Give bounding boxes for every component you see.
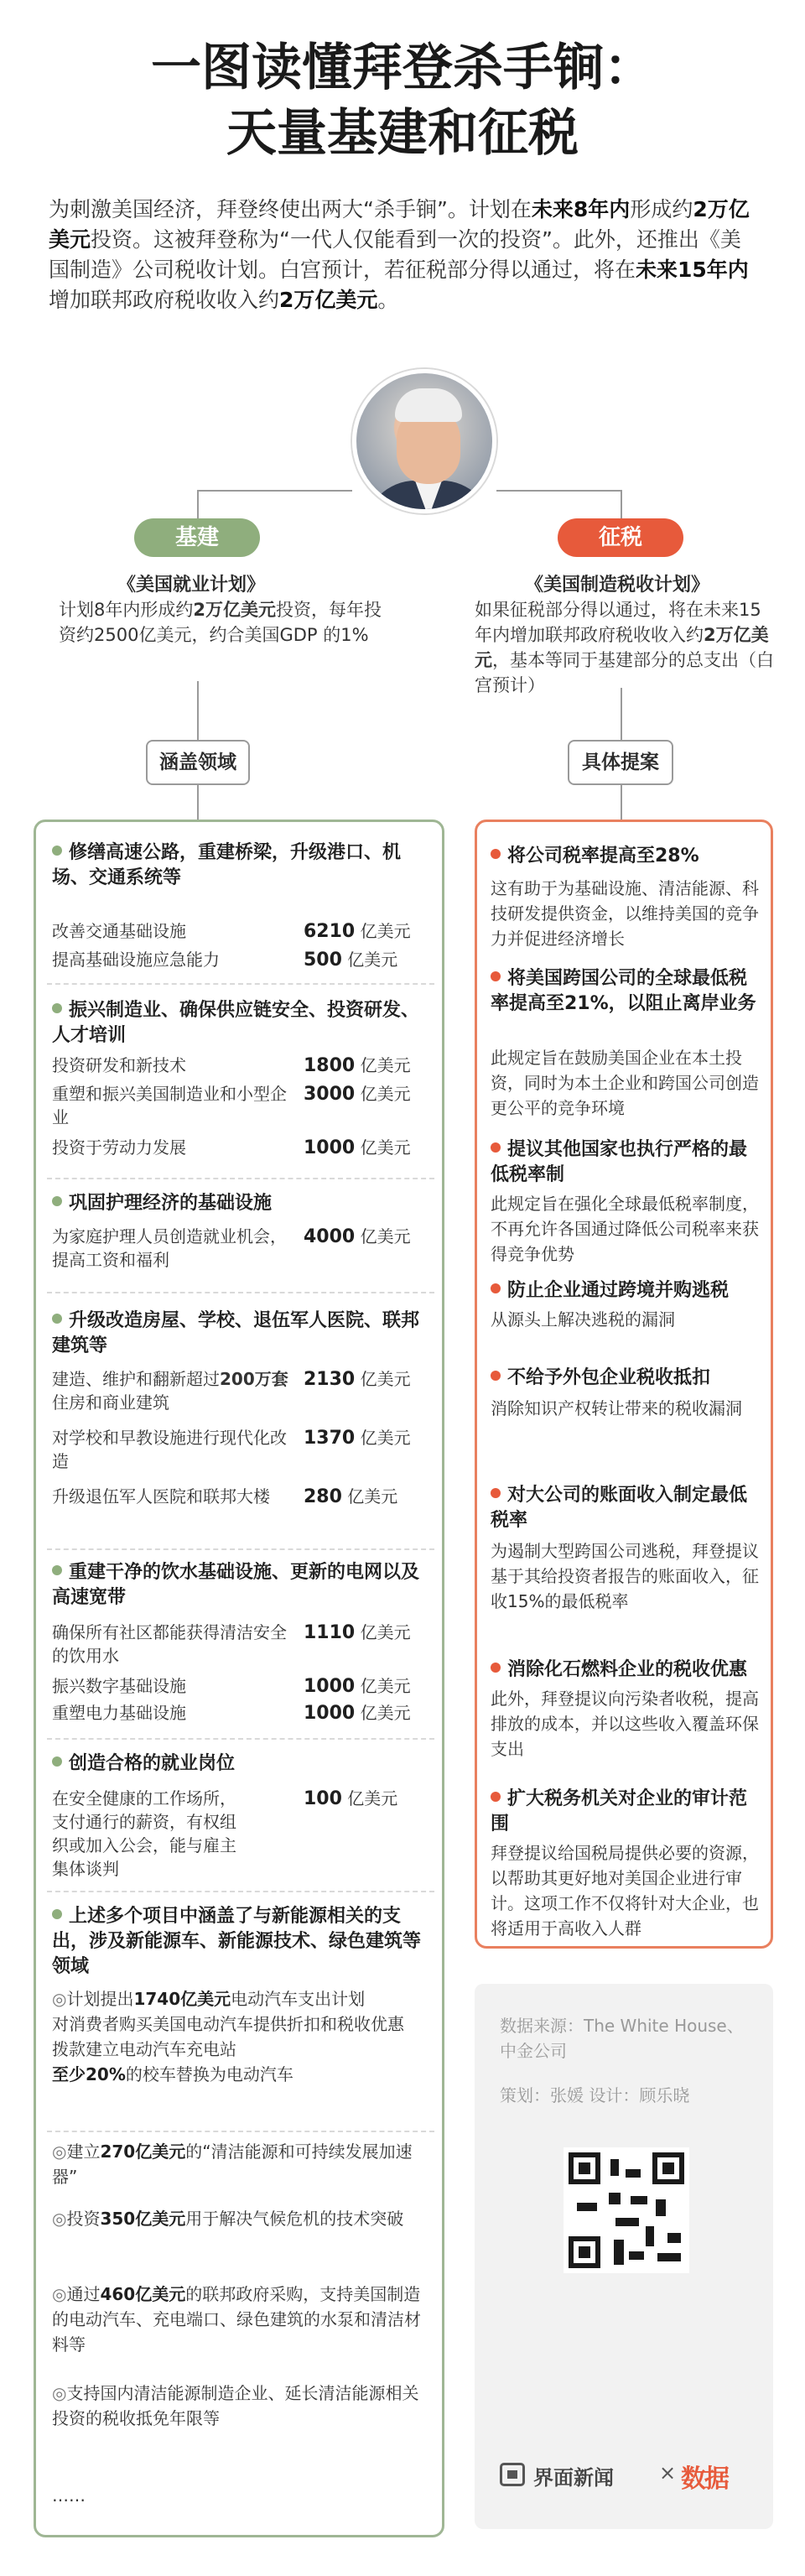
bullet-dot bbox=[491, 971, 501, 981]
row-amount bbox=[304, 1367, 429, 1392]
proposal-heading-text: 消除化石燃料企业的税收优惠 bbox=[507, 1659, 748, 1680]
tax-plan-title: 《美国制造税收计划》 bbox=[525, 575, 710, 596]
bullet-dot bbox=[52, 1909, 62, 1919]
new-energy-item-3 bbox=[52, 2206, 421, 2231]
amount-number: 1000 bbox=[304, 1137, 356, 1158]
tax-proposal-8-text: 拜登提议给国税局提供必要的资源，以帮助其更好地对美国企业进行审计。这项工作不仅将针对大企业，也将适用于高收入人群 bbox=[491, 1843, 759, 1939]
tax-proposal-7-heading bbox=[491, 1657, 759, 1683]
tax-proposal-5-heading bbox=[491, 1366, 759, 1391]
item-text: 计划提出 bbox=[66, 1989, 134, 2009]
amount-unit: 亿美元 bbox=[360, 1137, 411, 1158]
item-highlight: 至少20% bbox=[52, 2064, 126, 2084]
ellipsis: …… bbox=[52, 2485, 86, 2506]
proposal-heading-text: 对大公司的账面收入制定最低税率 bbox=[491, 1485, 748, 1531]
portrait-avatar bbox=[352, 369, 496, 513]
row-label: 重塑电力基础设施 bbox=[52, 1703, 186, 1723]
amount-unit: 亿美元 bbox=[360, 1084, 411, 1104]
row-amount bbox=[304, 1621, 429, 1645]
section-heading-text: 振兴制造业、确保供应链安全、投资研发、人才培训 bbox=[52, 1000, 420, 1046]
item-text: 拨款建立电动汽车充电站 bbox=[52, 2039, 236, 2059]
bullet-dot bbox=[491, 1283, 501, 1293]
row-label bbox=[52, 1367, 295, 1414]
item-text: 对消费者购买美国电动汽车提供折扣和税收优惠 bbox=[52, 2014, 404, 2034]
bullet-dot bbox=[491, 1371, 501, 1381]
intro-highlight: 未来15年内 bbox=[636, 258, 749, 282]
brand-bar bbox=[500, 2458, 760, 2494]
row-label: 为家庭护理人员创造就业机会，提高工资和福利 bbox=[52, 1226, 287, 1270]
section-heading-text: 巩固护理经济的基础设施 bbox=[69, 1193, 273, 1214]
row-amount bbox=[304, 919, 429, 944]
bullet-dot bbox=[52, 1756, 62, 1767]
tax-proposal-6-text: 为遏制大型跨国公司逃税，拜登提议基于其给投资者报告的账面收入，征收15%的最低税率 bbox=[491, 1541, 759, 1611]
item-highlight: 270亿美元 bbox=[100, 2141, 186, 2162]
tax-proposal-8-heading bbox=[491, 1787, 759, 1837]
collab-separator: × bbox=[659, 2461, 677, 2485]
amount-unit: 亿美元 bbox=[360, 1369, 411, 1389]
tax-proposal-3-text: 此规定旨在强化全球最低税率制度，不再允许各国通过降低公司税率来获得竞争优势 bbox=[491, 1194, 759, 1264]
new-energy-item-2 bbox=[52, 2139, 421, 2189]
connector-right-h bbox=[496, 490, 621, 492]
section-divider bbox=[47, 1548, 434, 1550]
jiemian-logo-icon bbox=[500, 2463, 525, 2486]
infra-section-7-heading bbox=[52, 1904, 428, 1980]
bullet-dot bbox=[491, 1488, 501, 1498]
amount-number: 3000 bbox=[304, 1084, 356, 1105]
ring-bullet: ◎ bbox=[52, 1989, 67, 2009]
row-label: 升级退伍军人医院和联邦大楼 bbox=[52, 1486, 270, 1507]
row-amount bbox=[304, 1674, 429, 1699]
infra-section-4-heading bbox=[52, 1309, 428, 1359]
amount-number: 4000 bbox=[304, 1226, 356, 1247]
tax-proposal-1-text: 这有助于为基础设施、清洁能源、科技研发提供资金，以维持美国的竞争力并促进经济增长 bbox=[491, 878, 759, 949]
amount-unit: 亿美元 bbox=[347, 1486, 398, 1507]
qr-module bbox=[631, 2196, 647, 2204]
section-heading-text: 修缮高速公路，重建桥梁，升级港口、机场、交通系统等 bbox=[52, 842, 402, 888]
proposal-heading-text: 将美国跨国公司的全球最低税率提高至21%，以阻止离岸业务 bbox=[491, 968, 756, 1014]
infra-section-2-heading bbox=[52, 998, 428, 1049]
proposal-heading-text: 提议其他国家也执行严格的最低税率制 bbox=[491, 1139, 748, 1185]
item-text: 的联邦政府采购，支持美国制造的电动汽车、充电端口、绿色建筑的水泵和清洁材料等 bbox=[52, 2284, 421, 2355]
row-label: 提高基础设施应急能力 bbox=[52, 950, 220, 970]
infrastructure-pill: 基建 bbox=[134, 518, 260, 557]
intro-text: 为刺激美国经济，拜登终使出两大“杀手锏”。计划在 bbox=[49, 197, 532, 221]
bullet-dot bbox=[52, 1314, 62, 1324]
ring-bullet: ◎ bbox=[52, 2209, 67, 2229]
proposal-heading-text: 扩大税务机关对企业的审计范围 bbox=[491, 1788, 748, 1834]
qr-module bbox=[656, 2199, 666, 2216]
qr-module bbox=[614, 2240, 624, 2265]
item-highlight: 1740亿美元 bbox=[133, 1989, 231, 2009]
tax-proposal-2-heading bbox=[491, 966, 759, 1017]
tax-pill: 征税 bbox=[558, 518, 683, 557]
section-divider bbox=[47, 1891, 434, 1892]
row-label-text: 住房和商业建筑 bbox=[52, 1392, 169, 1413]
qr-module bbox=[646, 2226, 654, 2246]
tax-proposal-5-text: 消除知识产权转让带来的税收漏洞 bbox=[491, 1398, 742, 1418]
row-amount bbox=[304, 1225, 429, 1249]
row-amount bbox=[304, 1136, 429, 1160]
amount-unit: 亿美元 bbox=[360, 1622, 411, 1642]
amount-unit: 亿美元 bbox=[360, 921, 411, 941]
row-label: 振兴数字基础设施 bbox=[52, 1676, 186, 1696]
desc-highlight: 2万亿美元 bbox=[193, 600, 276, 620]
tax-proposal-6-heading bbox=[491, 1483, 759, 1533]
new-energy-item-1 bbox=[52, 1986, 421, 2087]
desc-text: 投资，每年投资约2500亿美元，约合美国GDP 的1% bbox=[59, 600, 382, 645]
desc-text: ，基本等同于基建部分的总支出（白宫预计） bbox=[475, 650, 774, 695]
amount-unit: 亿美元 bbox=[360, 1226, 411, 1246]
row-amount bbox=[304, 1485, 429, 1509]
row-label: 投资研发和新技术 bbox=[52, 1055, 186, 1075]
tax-proposal-4-heading bbox=[491, 1278, 759, 1304]
specific-proposals-box: 具体提案 bbox=[568, 740, 673, 785]
bullet-dot bbox=[491, 1663, 501, 1673]
item-text: 电动汽车支出计划 bbox=[231, 1989, 366, 2009]
intro-text: 形成约 bbox=[630, 197, 693, 221]
row-amount bbox=[304, 1701, 429, 1725]
tax-proposal-2-text: 此规定旨在鼓励美国企业在本土投资，同时为本土企业和跨国公司创造更公平的竞争环境 bbox=[491, 1048, 759, 1118]
item-text: 的校车替换为电动汽车 bbox=[125, 2064, 293, 2084]
qr-module bbox=[626, 2169, 641, 2178]
data-source: 数据来源：The White House、中金公司 bbox=[500, 2016, 744, 2061]
bullet-dot bbox=[52, 1003, 62, 1013]
amount-unit: 亿美元 bbox=[360, 1428, 411, 1448]
intro-highlight: 未来8年内 bbox=[531, 197, 631, 221]
connector-left-panel bbox=[197, 785, 199, 820]
section-divider bbox=[47, 2131, 434, 2132]
intro-highlight: 2万亿美元 bbox=[49, 197, 750, 252]
qr-module bbox=[579, 2246, 590, 2258]
infra-section-5-heading bbox=[52, 1560, 428, 1611]
item-highlight: 350亿美元 bbox=[100, 2209, 186, 2229]
title-line-2: 天量基建和征税 bbox=[226, 104, 579, 163]
bullet-dot bbox=[52, 846, 62, 856]
desc-highlight: 2万亿美元 bbox=[475, 625, 769, 670]
amount-number: 1110 bbox=[304, 1622, 356, 1643]
amount-number: 1800 bbox=[304, 1055, 356, 1076]
coverage-areas-box: 涵盖领域 bbox=[146, 740, 250, 785]
amount-unit: 亿美元 bbox=[347, 1788, 398, 1808]
jobs-plan-title: 《美国就业计划》 bbox=[117, 575, 266, 596]
row-label: 改善交通基础设施 bbox=[52, 921, 186, 941]
item-text: 投资 bbox=[66, 2209, 101, 2229]
qr-module bbox=[667, 2233, 681, 2243]
row-label-text: 建造、维护和翻新超过 bbox=[52, 1369, 220, 1389]
section-divider bbox=[47, 983, 434, 985]
row-label-highlight: 200万套 bbox=[220, 1369, 288, 1389]
item-text: 支持国内清洁能源制造企业、延长清洁能源相关投资的税收抵免年限等 bbox=[52, 2383, 419, 2428]
page-title bbox=[0, 35, 805, 166]
row-amount bbox=[304, 948, 429, 972]
credits: 策划：张媛 设计：顾乐晓 bbox=[500, 2085, 690, 2105]
section-heading-text: 升级改造房屋、学校、退伍军人医院、联邦建筑等 bbox=[52, 1310, 420, 1356]
qr-code bbox=[564, 2147, 689, 2273]
section-heading-text: 重建干净的饮水基础设施、更新的电网以及高速宽带 bbox=[52, 1562, 420, 1608]
jobs-plan-description bbox=[59, 597, 394, 648]
bullet-dot bbox=[491, 1142, 501, 1153]
qr-module bbox=[579, 2162, 590, 2174]
brand-name: 界面新闻 bbox=[533, 2466, 614, 2490]
item-text: 的“清洁能源和可持续发展加速器” bbox=[52, 2141, 413, 2187]
intro-text: 。 bbox=[377, 288, 399, 312]
item-text: 用于解决气候危机的技术突破 bbox=[185, 2209, 404, 2229]
amount-unit: 亿美元 bbox=[360, 1676, 411, 1696]
intro-paragraph bbox=[49, 195, 761, 315]
row-label: 投资于劳动力发展 bbox=[52, 1137, 186, 1158]
desc-text: 如果征税部分得以通过，将在未来15年内增加联邦政府税收收入约 bbox=[475, 600, 761, 645]
amount-number: 1000 bbox=[304, 1703, 356, 1724]
proposal-heading-text: 防止企业通过跨境并购逃税 bbox=[507, 1280, 730, 1301]
section-divider bbox=[47, 1178, 434, 1179]
amount-unit: 亿美元 bbox=[347, 950, 398, 970]
infra-section-3-heading bbox=[52, 1191, 428, 1216]
amount-number: 100 bbox=[304, 1788, 342, 1809]
amount-number: 1000 bbox=[304, 1676, 356, 1697]
amount-number: 280 bbox=[304, 1486, 342, 1507]
ring-bullet: ◎ bbox=[52, 2284, 67, 2304]
amount-unit: 亿美元 bbox=[360, 1055, 411, 1075]
row-amount bbox=[304, 1054, 429, 1078]
ring-bullet: ◎ bbox=[52, 2141, 67, 2162]
connector-right-panel bbox=[621, 785, 622, 820]
bullet-dot bbox=[52, 1565, 62, 1575]
row-label: 对学校和早教设施进行现代化改造 bbox=[52, 1428, 287, 1471]
qr-module bbox=[577, 2203, 597, 2211]
section-heading-text: 上述多个项目中涵盖了与新能源相关的支出，涉及新能源车、新能源技术、绿色建筑等领域 bbox=[52, 1906, 422, 1977]
qr-module bbox=[657, 2253, 681, 2261]
amount-number: 6210 bbox=[304, 921, 356, 942]
qr-module bbox=[662, 2162, 674, 2174]
intro-text: 增加联邦政府税收收入约 bbox=[49, 288, 280, 312]
qr-module bbox=[615, 2218, 639, 2226]
connector-left-h bbox=[197, 490, 352, 492]
amount-number: 1370 bbox=[304, 1428, 356, 1449]
row-label: 确保所有社区都能获得清洁安全的饮用水 bbox=[52, 1622, 287, 1666]
connector-left-sub bbox=[197, 681, 199, 740]
proposal-heading-text: 不给予外包企业税收抵扣 bbox=[507, 1367, 711, 1388]
tax-proposal-1-heading bbox=[491, 844, 759, 869]
bullet-dot bbox=[52, 1196, 62, 1206]
new-energy-item-4 bbox=[52, 2282, 421, 2357]
amount-number: 2130 bbox=[304, 1369, 356, 1390]
desc-text: 计划8年内形成约 bbox=[59, 600, 194, 620]
tax-plan-description bbox=[475, 597, 776, 698]
new-energy-item-5 bbox=[52, 2381, 421, 2431]
item-text: 建立 bbox=[66, 2141, 101, 2162]
bullet-dot bbox=[491, 849, 501, 859]
amount-unit: 亿美元 bbox=[360, 1703, 411, 1723]
infra-section-6-heading bbox=[52, 1751, 428, 1777]
connector-right-v bbox=[621, 490, 622, 518]
qr-module bbox=[609, 2193, 621, 2204]
row-label: 在安全健康的工作场所，支付通行的薪资，有权组织或加入公会，能与雇主集体谈判 bbox=[52, 1788, 236, 1879]
qr-module bbox=[610, 2159, 619, 2176]
proposal-heading-text: 将公司税率提高至28% bbox=[507, 846, 699, 866]
item-highlight: 460亿美元 bbox=[100, 2284, 186, 2304]
data-logo: 数据 bbox=[681, 2464, 728, 2494]
intro-highlight: 2万亿美元 bbox=[279, 288, 378, 312]
title-line-1: 一图读懂拜登杀手锏： bbox=[151, 39, 654, 97]
row-label: 重塑和振兴美国制造业和小型企业 bbox=[52, 1084, 287, 1127]
intro-text: 投资。这被拜登称为“一代人仅能看到一次的投资”。此外，还推出《美国制造》公司税收计划。白宫预计，若征税部分得以通过，将在 bbox=[49, 227, 741, 282]
item-text: 通过 bbox=[66, 2284, 101, 2304]
row-amount bbox=[304, 1426, 429, 1450]
tax-proposal-3-heading bbox=[491, 1137, 759, 1188]
connector-left-v bbox=[197, 490, 199, 518]
row-amount bbox=[304, 1082, 429, 1106]
portrait-hair bbox=[395, 388, 462, 422]
section-divider bbox=[47, 1738, 434, 1740]
amount-number: 500 bbox=[304, 950, 342, 971]
tax-proposal-7-text: 此外，拜登提议向污染者收税，提高排放的成本，并以这些收入覆盖环保支出 bbox=[491, 1689, 759, 1759]
bullet-dot bbox=[491, 1792, 501, 1802]
row-amount bbox=[304, 1787, 429, 1811]
section-divider bbox=[47, 1292, 434, 1293]
ring-bullet: ◎ bbox=[52, 2383, 67, 2403]
tax-proposal-4-text: 从源头上解决逃税的漏洞 bbox=[491, 1309, 675, 1330]
qr-module bbox=[629, 2251, 644, 2260]
section-heading-text: 创造合格的就业岗位 bbox=[69, 1753, 236, 1774]
infra-section-1-heading bbox=[52, 840, 428, 891]
